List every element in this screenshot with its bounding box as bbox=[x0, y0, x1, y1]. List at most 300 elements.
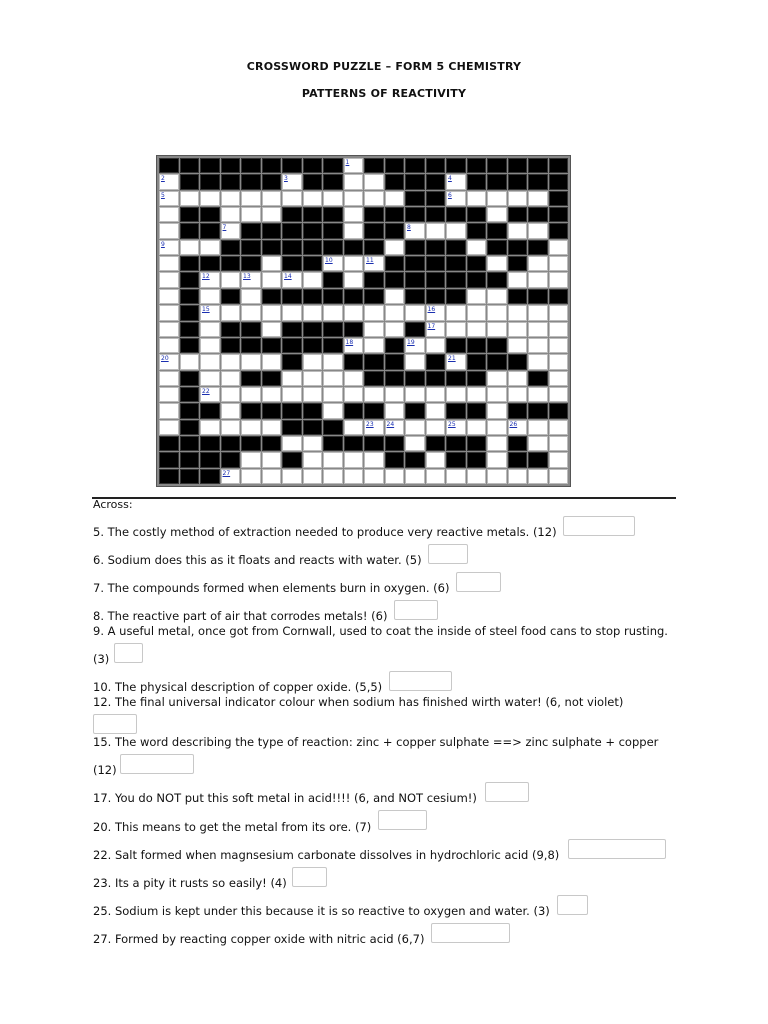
grid-cell[interactable] bbox=[221, 403, 241, 418]
grid-cell-black bbox=[405, 256, 425, 271]
answer-input-27[interactable] bbox=[431, 923, 510, 943]
grid-cell[interactable] bbox=[303, 272, 323, 287]
grid-cell[interactable] bbox=[282, 305, 302, 320]
answer-input-6[interactable] bbox=[428, 544, 468, 564]
grid-cell[interactable] bbox=[446, 322, 466, 337]
grid-cell[interactable] bbox=[241, 420, 261, 435]
grid-cell[interactable] bbox=[159, 240, 179, 255]
grid-cell-black bbox=[385, 371, 405, 386]
grid-cell[interactable] bbox=[364, 322, 384, 337]
grid-cell-black bbox=[508, 240, 528, 255]
grid-cell[interactable] bbox=[508, 272, 528, 287]
grid-cell-black bbox=[221, 452, 241, 467]
grid-cell[interactable] bbox=[241, 387, 261, 402]
grid-cell[interactable] bbox=[241, 469, 261, 484]
grid-cell[interactable] bbox=[159, 223, 179, 238]
grid-cell-black bbox=[549, 223, 569, 238]
grid-cell[interactable] bbox=[159, 387, 179, 402]
grid-cell[interactable] bbox=[385, 387, 405, 402]
grid-cell[interactable] bbox=[446, 174, 466, 189]
grid-cell[interactable] bbox=[323, 371, 343, 386]
grid-cell[interactable] bbox=[344, 272, 364, 287]
clue-number: 18 bbox=[345, 338, 354, 346]
grid-cell[interactable] bbox=[262, 272, 282, 287]
grid-cell-black bbox=[426, 272, 446, 287]
grid-cell[interactable] bbox=[159, 403, 179, 418]
answer-input-12[interactable] bbox=[93, 714, 137, 734]
grid-cell[interactable] bbox=[241, 305, 261, 320]
answer-input-15[interactable] bbox=[120, 754, 194, 774]
grid-cell[interactable] bbox=[426, 420, 446, 435]
grid-cell[interactable] bbox=[221, 305, 241, 320]
grid-cell[interactable] bbox=[487, 305, 507, 320]
grid-cell[interactable] bbox=[528, 223, 548, 238]
grid-cell[interactable] bbox=[426, 223, 446, 238]
grid-cell[interactable] bbox=[180, 240, 200, 255]
grid-cell-black bbox=[241, 322, 261, 337]
grid-cell-black bbox=[282, 452, 302, 467]
grid-cell[interactable] bbox=[467, 289, 487, 304]
grid-cell[interactable] bbox=[508, 191, 528, 206]
grid-cell-black bbox=[508, 452, 528, 467]
grid-cell[interactable] bbox=[364, 338, 384, 353]
grid-cell[interactable] bbox=[262, 191, 282, 206]
grid-cell-black bbox=[364, 371, 384, 386]
grid-cell[interactable] bbox=[487, 436, 507, 451]
clue-23: 23. Its a pity it rusts so easily! (4) bbox=[93, 876, 287, 890]
grid-cell[interactable] bbox=[405, 354, 425, 369]
grid-cell[interactable] bbox=[241, 272, 261, 287]
grid-cell-black bbox=[241, 174, 261, 189]
grid-cell[interactable] bbox=[262, 305, 282, 320]
clue-number: 8 bbox=[407, 224, 411, 232]
grid-cell[interactable] bbox=[508, 387, 528, 402]
grid-cell[interactable] bbox=[528, 420, 548, 435]
grid-cell-black bbox=[467, 207, 487, 222]
grid-cell-black bbox=[159, 452, 179, 467]
grid-cell[interactable] bbox=[426, 452, 446, 467]
grid-cell[interactable] bbox=[405, 420, 425, 435]
grid-cell[interactable] bbox=[446, 191, 466, 206]
grid-cell[interactable] bbox=[467, 191, 487, 206]
grid-cell[interactable] bbox=[282, 272, 302, 287]
grid-cell-black bbox=[344, 322, 364, 337]
grid-cell[interactable] bbox=[282, 469, 302, 484]
grid-cell-black bbox=[303, 158, 323, 173]
grid-cell[interactable] bbox=[467, 420, 487, 435]
grid-cell[interactable] bbox=[405, 469, 425, 484]
grid-cell[interactable] bbox=[241, 452, 261, 467]
grid-cell-black bbox=[487, 158, 507, 173]
clue-number: 25 bbox=[448, 420, 456, 428]
answer-input-23[interactable] bbox=[292, 867, 327, 887]
grid-cell[interactable] bbox=[200, 272, 220, 287]
grid-cell[interactable] bbox=[528, 191, 548, 206]
grid-cell-black bbox=[426, 289, 446, 304]
grid-cell[interactable] bbox=[221, 207, 241, 222]
grid-cell[interactable] bbox=[303, 354, 323, 369]
grid-cell[interactable] bbox=[323, 403, 343, 418]
grid-cell[interactable] bbox=[508, 322, 528, 337]
answer-input-22[interactable] bbox=[568, 839, 666, 859]
clue-15-cont: (12) bbox=[93, 763, 117, 777]
grid-cell[interactable] bbox=[159, 338, 179, 353]
grid-cell[interactable] bbox=[487, 207, 507, 222]
grid-cell[interactable] bbox=[405, 436, 425, 451]
grid-cell-black bbox=[446, 338, 466, 353]
grid-cell[interactable] bbox=[282, 371, 302, 386]
grid-cell-black bbox=[180, 469, 200, 484]
grid-cell[interactable] bbox=[241, 191, 261, 206]
grid-cell-black bbox=[487, 174, 507, 189]
grid-cell[interactable] bbox=[159, 256, 179, 271]
grid-cell[interactable] bbox=[344, 420, 364, 435]
grid-cell[interactable] bbox=[364, 174, 384, 189]
grid-cell-black bbox=[159, 469, 179, 484]
grid-cell[interactable] bbox=[262, 354, 282, 369]
grid-cell[interactable] bbox=[303, 371, 323, 386]
grid-cell-black bbox=[221, 436, 241, 451]
grid-cell-black bbox=[262, 158, 282, 173]
grid-cell-black bbox=[262, 403, 282, 418]
grid-cell[interactable] bbox=[159, 371, 179, 386]
grid-cell[interactable] bbox=[323, 305, 343, 320]
grid-cell[interactable] bbox=[344, 452, 364, 467]
grid-cell-black bbox=[405, 158, 425, 173]
grid-cell[interactable] bbox=[364, 305, 384, 320]
grid-cell[interactable] bbox=[364, 420, 384, 435]
grid-cell[interactable] bbox=[200, 191, 220, 206]
grid-cell[interactable] bbox=[487, 256, 507, 271]
grid-cell[interactable] bbox=[323, 191, 343, 206]
grid-cell[interactable] bbox=[221, 354, 241, 369]
grid-cell[interactable] bbox=[508, 223, 528, 238]
grid-cell[interactable] bbox=[344, 223, 364, 238]
grid-cell-black bbox=[487, 272, 507, 287]
grid-cell[interactable] bbox=[385, 240, 405, 255]
grid-cell-black bbox=[446, 289, 466, 304]
grid-cell-black bbox=[508, 256, 528, 271]
grid-cell[interactable] bbox=[405, 338, 425, 353]
answer-input-8[interactable] bbox=[394, 600, 438, 620]
grid-cell[interactable] bbox=[241, 354, 261, 369]
grid-cell[interactable] bbox=[200, 338, 220, 353]
clue-10: 10. The physical description of copper oxide. (5,5) bbox=[93, 680, 383, 694]
grid-cell-black bbox=[385, 174, 405, 189]
grid-cell[interactable] bbox=[364, 387, 384, 402]
grid-cell[interactable] bbox=[405, 305, 425, 320]
grid-cell-black bbox=[200, 436, 220, 451]
grid-cell[interactable] bbox=[344, 191, 364, 206]
grid-cell[interactable] bbox=[549, 436, 569, 451]
grid-cell[interactable] bbox=[303, 191, 323, 206]
grid-cell[interactable] bbox=[385, 191, 405, 206]
grid-cell[interactable] bbox=[303, 452, 323, 467]
grid-cell[interactable] bbox=[549, 256, 569, 271]
grid-cell-black bbox=[241, 403, 261, 418]
grid-cell[interactable] bbox=[467, 387, 487, 402]
grid-cell[interactable] bbox=[467, 469, 487, 484]
grid-cell-black bbox=[467, 371, 487, 386]
clue-9: 9. A useful metal, once got from Cornwall, used to coat the inside of steel food cans to stop rusting. bbox=[93, 624, 668, 638]
grid-cell-black bbox=[323, 174, 343, 189]
grid-cell[interactable] bbox=[323, 256, 343, 271]
grid-cell-black bbox=[405, 371, 425, 386]
grid-cell[interactable] bbox=[159, 289, 179, 304]
grid-cell[interactable] bbox=[508, 371, 528, 386]
grid-cell[interactable] bbox=[262, 469, 282, 484]
grid-cell[interactable] bbox=[549, 272, 569, 287]
grid-cell[interactable] bbox=[303, 436, 323, 451]
grid-cell[interactable] bbox=[446, 305, 466, 320]
grid-cell[interactable] bbox=[528, 469, 548, 484]
grid-cell[interactable] bbox=[528, 272, 548, 287]
grid-cell[interactable] bbox=[528, 387, 548, 402]
grid-cell-black bbox=[262, 371, 282, 386]
grid-cell[interactable] bbox=[221, 387, 241, 402]
grid-cell-black bbox=[549, 158, 569, 173]
grid-cell[interactable] bbox=[241, 289, 261, 304]
grid-cell[interactable] bbox=[262, 452, 282, 467]
grid-cell[interactable] bbox=[446, 469, 466, 484]
grid-cell-black bbox=[323, 338, 343, 353]
grid-cell-black bbox=[467, 256, 487, 271]
answer-input-5[interactable] bbox=[563, 516, 635, 536]
grid-cell-black bbox=[549, 289, 569, 304]
grid-cell[interactable] bbox=[385, 469, 405, 484]
grid-cell[interactable] bbox=[159, 272, 179, 287]
grid-cell[interactable] bbox=[323, 469, 343, 484]
grid-cell[interactable] bbox=[282, 174, 302, 189]
clue-number: 12 bbox=[202, 273, 210, 281]
grid-cell-black bbox=[405, 452, 425, 467]
grid-cell-black bbox=[385, 338, 405, 353]
clue-number: 23 bbox=[366, 420, 374, 428]
grid-cell[interactable] bbox=[487, 452, 507, 467]
grid-cell[interactable] bbox=[344, 305, 364, 320]
grid-cell[interactable] bbox=[200, 371, 220, 386]
grid-cell[interactable] bbox=[426, 338, 446, 353]
grid-cell[interactable] bbox=[303, 305, 323, 320]
grid-cell[interactable] bbox=[426, 322, 446, 337]
grid-cell-black bbox=[159, 158, 179, 173]
grid-cell[interactable] bbox=[364, 191, 384, 206]
grid-cell[interactable] bbox=[549, 371, 569, 386]
grid-cell[interactable] bbox=[385, 403, 405, 418]
grid-cell[interactable] bbox=[528, 256, 548, 271]
grid-cell-black bbox=[508, 403, 528, 418]
grid-cell[interactable] bbox=[549, 354, 569, 369]
grid-cell[interactable] bbox=[159, 305, 179, 320]
grid-cell[interactable] bbox=[549, 305, 569, 320]
grid-cell-black bbox=[405, 403, 425, 418]
across-heading: Across: bbox=[93, 498, 133, 511]
grid-cell[interactable] bbox=[426, 403, 446, 418]
answer-input-10[interactable] bbox=[389, 671, 452, 691]
grid-cell[interactable] bbox=[405, 223, 425, 238]
grid-cell[interactable] bbox=[200, 240, 220, 255]
grid-cell[interactable] bbox=[200, 354, 220, 369]
grid-cell[interactable] bbox=[426, 387, 446, 402]
grid-cell[interactable] bbox=[344, 158, 364, 173]
grid-cell[interactable] bbox=[487, 322, 507, 337]
grid-cell[interactable] bbox=[487, 387, 507, 402]
grid-cell[interactable] bbox=[508, 469, 528, 484]
grid-cell[interactable] bbox=[159, 420, 179, 435]
grid-cell[interactable] bbox=[487, 420, 507, 435]
grid-cell-black bbox=[344, 289, 364, 304]
grid-cell[interactable] bbox=[180, 191, 200, 206]
clue-number: 26 bbox=[509, 420, 518, 428]
grid-cell[interactable] bbox=[262, 322, 282, 337]
grid-cell-black bbox=[200, 223, 220, 238]
grid-cell[interactable] bbox=[528, 338, 548, 353]
grid-cell[interactable] bbox=[344, 174, 364, 189]
grid-cell-black bbox=[180, 174, 200, 189]
grid-cell[interactable] bbox=[323, 387, 343, 402]
grid-cell[interactable] bbox=[487, 371, 507, 386]
grid-cell-black bbox=[323, 207, 343, 222]
grid-cell[interactable] bbox=[180, 354, 200, 369]
grid-cell[interactable] bbox=[200, 289, 220, 304]
grid-cell[interactable] bbox=[426, 469, 446, 484]
grid-cell-black bbox=[528, 158, 548, 173]
grid-cell-black bbox=[385, 207, 405, 222]
grid-cell[interactable] bbox=[344, 371, 364, 386]
grid-cell[interactable] bbox=[487, 289, 507, 304]
grid-cell-black bbox=[508, 289, 528, 304]
grid-cell[interactable] bbox=[221, 420, 241, 435]
grid-cell[interactable] bbox=[323, 452, 343, 467]
grid-cell-black bbox=[303, 403, 323, 418]
grid-cell[interactable] bbox=[262, 256, 282, 271]
grid-cell[interactable] bbox=[364, 256, 384, 271]
crossword-grid bbox=[156, 155, 571, 487]
grid-cell[interactable] bbox=[221, 272, 241, 287]
grid-cell-black bbox=[303, 207, 323, 222]
grid-cell[interactable] bbox=[221, 371, 241, 386]
grid-cell[interactable] bbox=[323, 354, 343, 369]
grid-cell[interactable] bbox=[549, 452, 569, 467]
grid-cell[interactable] bbox=[344, 207, 364, 222]
grid-cell[interactable] bbox=[446, 420, 466, 435]
grid-cell[interactable] bbox=[446, 354, 466, 369]
grid-cell[interactable] bbox=[528, 354, 548, 369]
grid-cell-black bbox=[180, 403, 200, 418]
grid-cell[interactable] bbox=[467, 240, 487, 255]
grid-cell[interactable] bbox=[385, 289, 405, 304]
grid-cell-black bbox=[282, 240, 302, 255]
clue-number: 2 bbox=[161, 175, 165, 183]
grid-cell-black bbox=[426, 240, 446, 255]
grid-cell[interactable] bbox=[344, 256, 364, 271]
grid-cell[interactable] bbox=[159, 191, 179, 206]
grid-cell[interactable] bbox=[446, 223, 466, 238]
grid-cell[interactable] bbox=[241, 207, 261, 222]
grid-cell[interactable] bbox=[221, 223, 241, 238]
grid-cell[interactable] bbox=[487, 403, 507, 418]
grid-cell[interactable] bbox=[262, 387, 282, 402]
grid-cell[interactable] bbox=[487, 191, 507, 206]
grid-cell[interactable] bbox=[159, 354, 179, 369]
grid-cell[interactable] bbox=[364, 452, 384, 467]
grid-cell[interactable] bbox=[344, 338, 364, 353]
grid-cell[interactable] bbox=[303, 469, 323, 484]
answer-input-7[interactable] bbox=[456, 572, 501, 592]
grid-cell[interactable] bbox=[446, 387, 466, 402]
grid-cell[interactable] bbox=[549, 322, 569, 337]
grid-cell[interactable] bbox=[200, 305, 220, 320]
grid-cell[interactable] bbox=[549, 469, 569, 484]
grid-cell-black bbox=[344, 436, 364, 451]
grid-cell[interactable] bbox=[487, 469, 507, 484]
grid-cell-black bbox=[528, 207, 548, 222]
grid-cell[interactable] bbox=[221, 191, 241, 206]
grid-cell[interactable] bbox=[282, 191, 302, 206]
grid-cell[interactable] bbox=[282, 436, 302, 451]
grid-cell[interactable] bbox=[528, 305, 548, 320]
grid-cell-black bbox=[303, 322, 323, 337]
answer-input-25[interactable] bbox=[557, 895, 588, 915]
grid-cell-black bbox=[282, 223, 302, 238]
grid-cell[interactable] bbox=[364, 469, 384, 484]
grid-cell[interactable] bbox=[159, 322, 179, 337]
grid-cell[interactable] bbox=[508, 338, 528, 353]
grid-cell[interactable] bbox=[344, 387, 364, 402]
grid-cell[interactable] bbox=[549, 420, 569, 435]
grid-cell[interactable] bbox=[159, 207, 179, 222]
grid-cell[interactable] bbox=[405, 387, 425, 402]
grid-cell[interactable] bbox=[200, 387, 220, 402]
answer-input-20[interactable] bbox=[378, 810, 427, 830]
grid-cell-black bbox=[221, 256, 241, 271]
grid-cell[interactable] bbox=[385, 322, 405, 337]
grid-cell[interactable] bbox=[467, 322, 487, 337]
grid-cell[interactable] bbox=[508, 420, 528, 435]
grid-cell[interactable] bbox=[385, 305, 405, 320]
grid-cell[interactable] bbox=[549, 240, 569, 255]
grid-cell[interactable] bbox=[508, 305, 528, 320]
grid-cell[interactable] bbox=[159, 174, 179, 189]
grid-cell[interactable] bbox=[549, 387, 569, 402]
grid-cell-black bbox=[467, 452, 487, 467]
clue-number: 4 bbox=[448, 175, 452, 183]
grid-cell[interactable] bbox=[262, 207, 282, 222]
grid-cell-black bbox=[446, 256, 466, 271]
grid-cell[interactable] bbox=[344, 469, 364, 484]
grid-cell-black bbox=[467, 272, 487, 287]
grid-cell[interactable] bbox=[262, 420, 282, 435]
grid-cell[interactable] bbox=[385, 420, 405, 435]
grid-cell[interactable] bbox=[528, 322, 548, 337]
grid-cell[interactable] bbox=[200, 322, 220, 337]
answer-input-17[interactable] bbox=[485, 782, 529, 802]
answer-input-9[interactable] bbox=[114, 643, 143, 663]
grid-cell-black bbox=[528, 403, 548, 418]
grid-cell[interactable] bbox=[426, 305, 446, 320]
grid-cell-black bbox=[426, 191, 446, 206]
grid-cell-black bbox=[344, 354, 364, 369]
grid-cell[interactable] bbox=[467, 305, 487, 320]
grid-cell[interactable] bbox=[200, 420, 220, 435]
grid-cell[interactable] bbox=[549, 338, 569, 353]
grid-cell[interactable] bbox=[221, 469, 241, 484]
grid-cell-black bbox=[405, 272, 425, 287]
grid-cell[interactable] bbox=[282, 387, 302, 402]
clue-number: 20 bbox=[161, 355, 169, 363]
grid-cell[interactable] bbox=[303, 387, 323, 402]
grid-cell[interactable] bbox=[528, 436, 548, 451]
